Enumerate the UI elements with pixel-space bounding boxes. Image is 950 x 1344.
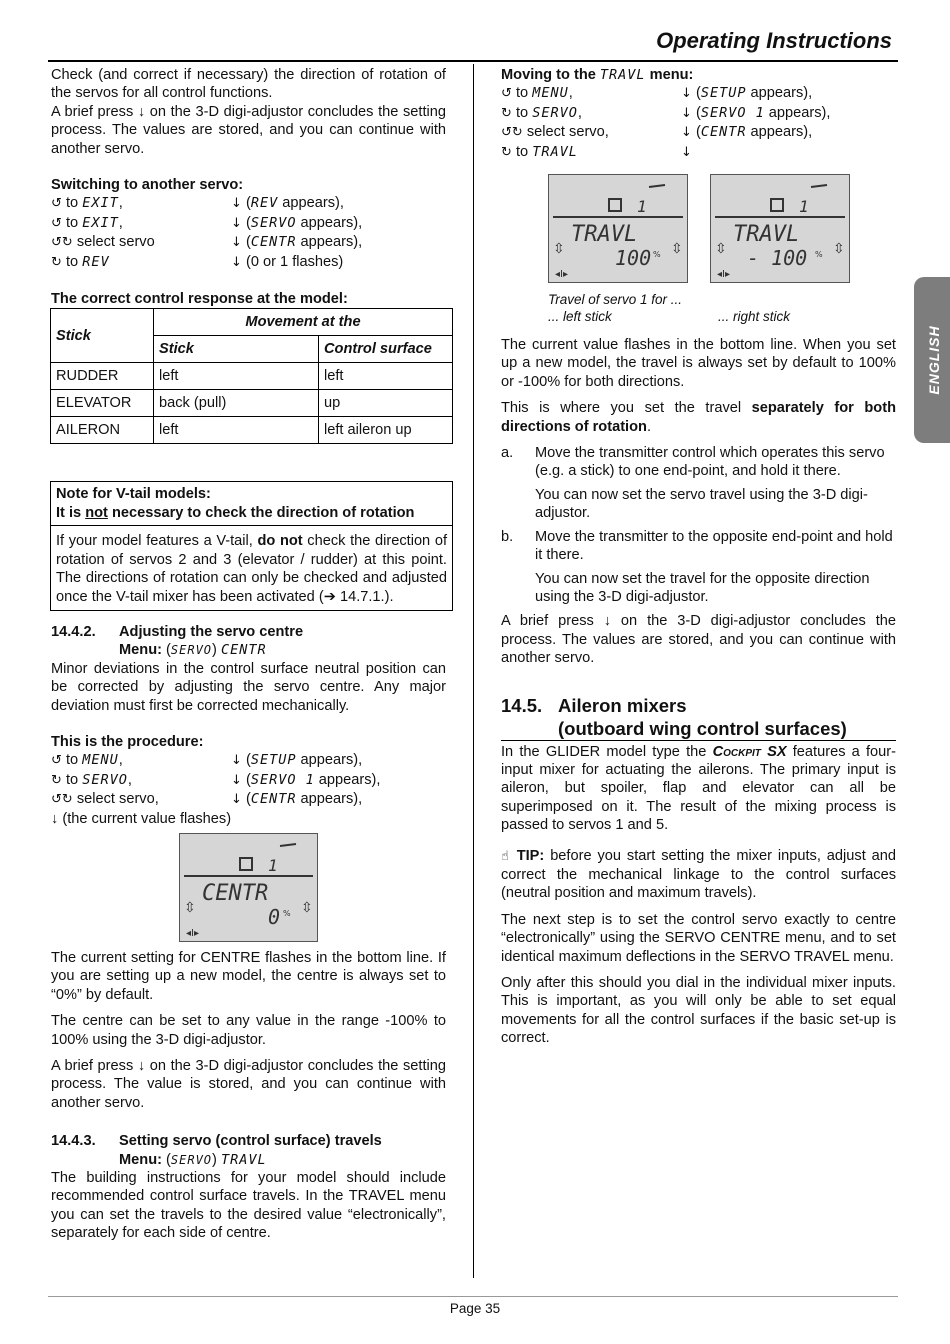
section-title-line-2: (outboard wing control surfaces) bbox=[558, 717, 847, 739]
lcd-word: MENU bbox=[82, 752, 119, 769]
tip-hand-icon: ☝ bbox=[501, 848, 511, 864]
note-body-post: check the direction of rotation of servos 2 and 3 (elevator / rudder) at this point. The directions of rotation can only be checked and adjusted once the V-tail mixer has been activated (➔ 14.7.1.). bbox=[56, 533, 447, 605]
travel-paragraph-2 bbox=[501, 399, 896, 436]
travel-step bbox=[501, 84, 896, 103]
section-heading bbox=[51, 1132, 446, 1150]
centre-paragraph-1: The current setting for CENTRE flashes in the bottom line. If you are setting up a new model, the centre is always set to “0%” by default. bbox=[51, 949, 446, 1003]
tip-paragraph bbox=[501, 847, 896, 903]
lcd-right-arrow-icon: ⇳ bbox=[833, 241, 845, 258]
menu-path: Menu: (SERVO) TRAVL bbox=[119, 1151, 267, 1168]
travel-list bbox=[501, 444, 896, 606]
travel-step bbox=[501, 104, 896, 123]
travel-paragraph-3: A brief press ↓ on the 3-D digi-adjustor concludes the process. The values are stored, and you can continue with another servo. bbox=[501, 613, 896, 667]
footer-rule bbox=[48, 1296, 898, 1297]
table-cell: back (pull) bbox=[154, 390, 319, 417]
aileron-p1-pre: In the GLIDER model type the bbox=[501, 743, 713, 760]
centre-step-last: ↓ (the current value flashes) bbox=[51, 810, 232, 827]
travel-p2-bold: separately for both directions of rotation bbox=[501, 400, 896, 435]
note-body-bold: do not bbox=[257, 533, 303, 550]
list-text-2: You can now set the travel for the opposite direction using the 3-D digi-adjustor. bbox=[535, 570, 870, 605]
vtail-note-heading bbox=[51, 482, 452, 526]
step-text: to bbox=[511, 104, 533, 121]
press-down-icon: ↓ bbox=[681, 144, 692, 160]
travel-step bbox=[501, 143, 896, 162]
step-tail: , bbox=[118, 214, 123, 231]
lcd-word: SERVO bbox=[170, 1152, 213, 1167]
lcd-left-arrow-icon: ⇳ bbox=[715, 241, 727, 258]
switch-step bbox=[51, 214, 446, 233]
rotate-cw-icon: ↻ bbox=[51, 772, 62, 788]
step-tail: appears), bbox=[764, 104, 831, 121]
lcd-selector-icon: ◂Ι▸ bbox=[186, 927, 199, 939]
step-tail: appears), bbox=[296, 234, 363, 251]
brief-press-paragraph: A brief press ↓ on the 3-D digi-adjustor concludes the setting process. The values are stored, and you can continue with another servo. bbox=[51, 103, 446, 157]
moving-post: menu: bbox=[645, 67, 694, 83]
step-text: select servo, bbox=[72, 791, 159, 808]
switch-step bbox=[51, 233, 446, 252]
section-number: 14.4.2. bbox=[51, 623, 96, 640]
lcd-word: EXIT bbox=[82, 214, 119, 231]
lcd-word: REV bbox=[250, 195, 279, 212]
lcd-word: MENU bbox=[532, 85, 569, 102]
section-heading bbox=[51, 623, 446, 641]
lcd-display-travel-left bbox=[548, 174, 688, 283]
table-header-surface: Control surface bbox=[319, 336, 453, 363]
travel-paragraph-1: The current value flashes in the bottom line. When you set up a new model, the travel is always set by default to 100% or -100% for both directions. bbox=[501, 337, 896, 390]
lcd-right-arrow-icon: ⇳ bbox=[301, 899, 313, 916]
right-column bbox=[501, 66, 896, 1048]
lcd-word: REV bbox=[82, 253, 110, 270]
rotate-cw-icon: ↻ bbox=[51, 254, 62, 270]
lcd-word: SERVO bbox=[532, 104, 578, 121]
step-tail: , bbox=[127, 771, 132, 788]
aileron-p1-post: features a four-input mixer for actuating the ailerons. The primary input is aileron, but spoiler, flap and elevator can all be superimposed on it. The result of the mixing process is passed to servos 1 and 5. bbox=[501, 743, 896, 834]
lcd-main-text: TRAVL bbox=[571, 222, 638, 248]
table-row bbox=[51, 390, 453, 417]
step-text: ( bbox=[241, 195, 251, 212]
step-text: to bbox=[511, 85, 533, 102]
rotate-ccw-icon: ↺ bbox=[501, 86, 512, 102]
step-text: ( bbox=[241, 214, 251, 231]
section-heading-145 bbox=[501, 694, 896, 741]
step-tail: , bbox=[568, 85, 573, 102]
step-text: select servo, bbox=[522, 124, 609, 141]
table-row bbox=[51, 363, 453, 390]
lcd-unit: % bbox=[653, 250, 661, 260]
note-body bbox=[56, 532, 447, 606]
tip-text: before you start setting the mixer inputs, adjust and correct the mechanical linkage to the control surfaces (neutral position and maximum travels). bbox=[501, 847, 897, 902]
step-text: ( bbox=[241, 791, 251, 808]
lcd-unit: % bbox=[283, 908, 291, 918]
lcd-word: SERVO bbox=[170, 643, 213, 658]
figure-caption bbox=[548, 291, 896, 325]
section-text: The building instructions for your model should include recommended control surface travels. In the TRAVEL menu you can set the travels to the desired value “electronically”, separately for each side of centre. bbox=[51, 1170, 446, 1242]
press-down-icon: ↓ bbox=[681, 105, 692, 121]
list-item bbox=[501, 528, 896, 607]
rotate-ccw-icon: ↺ bbox=[51, 196, 62, 212]
list-text: Move the transmitter control which operates this servo (e.g. a stick) to one end-point, and hold it there. bbox=[535, 445, 885, 480]
press-down-icon: ↓ bbox=[681, 86, 692, 102]
table-cell: left bbox=[319, 363, 453, 390]
aileron-paragraph-3: Only after this should you dial in the individual mixer inputs. This is important, as you will only be able to set equal movements for all the control surfaces if the basic set-up is correct. bbox=[501, 975, 896, 1047]
moving-pre: Moving to the bbox=[501, 67, 600, 83]
lcd-word: CENTR bbox=[250, 791, 297, 808]
column-divider bbox=[473, 64, 474, 1278]
press-down-icon: ↓ bbox=[231, 235, 242, 251]
centre-steps bbox=[51, 751, 446, 828]
caption-right: ... right stick bbox=[718, 309, 791, 325]
list-text: Move the transmitter to the opposite end-point and hold it there. bbox=[535, 528, 893, 564]
caption-line-1: Travel of servo 1 for ... bbox=[548, 292, 683, 308]
step-tail: appears), bbox=[296, 752, 363, 769]
step-text: to bbox=[61, 214, 83, 231]
note-subtitle-pre: It is bbox=[56, 504, 86, 521]
lcd-selector-icon: ◂Ι▸ bbox=[717, 269, 730, 281]
lcd-value: - 100 bbox=[747, 246, 808, 271]
lcd-word: CENTR bbox=[700, 124, 747, 141]
section-title-line-1: Aileron mixers bbox=[558, 694, 687, 716]
lcd-word: SETUP bbox=[250, 752, 297, 769]
press-down-icon: ↓ bbox=[231, 753, 242, 769]
control-response-table bbox=[50, 308, 453, 444]
menu-label: Menu: bbox=[119, 642, 162, 659]
rotate-ccw-icon: ↺ bbox=[51, 215, 62, 231]
section-number: 14.5. bbox=[501, 694, 543, 716]
aileron-paragraph-2: The next step is to set the control servo exactly to centre “electronically” using the SERVO CENTRE menu, and to set identical maximum deflections in the SERVO TRAVEL menu. bbox=[501, 911, 896, 965]
travel-lcd-figures bbox=[548, 174, 896, 283]
lcd-value: 0 bbox=[268, 904, 281, 929]
rotate-ccw-icon: ↺ bbox=[51, 753, 62, 769]
step-text: ( bbox=[691, 124, 701, 141]
step-tail: appears), bbox=[296, 791, 363, 808]
switch-steps bbox=[51, 194, 446, 272]
procedure-title: This is the procedure: bbox=[51, 733, 204, 750]
language-tab[interactable] bbox=[914, 277, 950, 443]
moving-title bbox=[501, 66, 896, 84]
note-subtitle-post: necessary to check the direction of rotation bbox=[107, 504, 415, 521]
section-145 bbox=[501, 694, 896, 1048]
lcd-word: SERVO 1 bbox=[250, 771, 315, 788]
rotate-both-icon: ↺↻ bbox=[51, 792, 73, 808]
lcd-word: CENTR bbox=[250, 234, 297, 251]
section-title: Setting servo (control surface) travels bbox=[119, 1133, 382, 1150]
step-tail: appears), bbox=[296, 214, 363, 231]
centre-step bbox=[51, 790, 446, 809]
press-down-icon: ↓ bbox=[231, 254, 242, 270]
step-text: ( bbox=[691, 104, 701, 121]
tip-label: TIP: bbox=[516, 847, 545, 864]
aileron-paragraph-1 bbox=[501, 743, 896, 835]
switch-step bbox=[51, 194, 446, 213]
step-text: to bbox=[61, 253, 83, 270]
step-tail: appears), bbox=[314, 771, 381, 788]
step-text: to bbox=[61, 752, 83, 769]
table-header-stick: Stick bbox=[51, 309, 154, 363]
list-item bbox=[501, 444, 896, 523]
table-cell: left bbox=[154, 363, 319, 390]
table-cell: RUDDER bbox=[51, 363, 154, 390]
step-text: to bbox=[61, 771, 83, 788]
step-tail: appears), bbox=[746, 124, 813, 141]
caption-line-2 bbox=[548, 308, 896, 325]
lcd-word: SETUP bbox=[700, 85, 747, 102]
note-subtitle-underline: not bbox=[85, 504, 108, 521]
section-text: Minor deviations in the control surface neutral position can be corrected by adjusting the servo centre. Any major deviation must first be corrected mechanically. bbox=[51, 660, 446, 714]
step-text: ( bbox=[691, 85, 701, 102]
travel-p2-post: . bbox=[646, 418, 651, 435]
lcd-left-arrow-icon: ⇳ bbox=[553, 241, 565, 258]
centre-paragraph-2: The centre can be set to any value in the range -100% to 100% using the 3-D digi-adjustor. bbox=[51, 1013, 446, 1048]
vtail-note-box bbox=[50, 481, 453, 610]
lcd-right-arrow-icon: ⇳ bbox=[671, 241, 683, 258]
list-marker: a. bbox=[501, 445, 514, 462]
lcd-word: TRAVL bbox=[599, 67, 646, 83]
lcd-word: TRAVL bbox=[532, 143, 578, 160]
press-down-icon: ↓ bbox=[231, 772, 242, 788]
step-tail: , bbox=[118, 195, 123, 212]
lcd-left-arrow-icon: ⇳ bbox=[184, 899, 196, 916]
section-1443 bbox=[51, 1132, 446, 1242]
page-number: Page 35 bbox=[449, 1301, 501, 1316]
travel-steps bbox=[501, 84, 896, 162]
lcd-value: 100 bbox=[615, 246, 652, 271]
step-tail: , bbox=[118, 752, 123, 769]
table-cell: left aileron up bbox=[319, 417, 453, 444]
lcd-word: SERVO bbox=[82, 771, 128, 788]
step-text: ( bbox=[241, 771, 251, 788]
note-title: Note for V-tail models: bbox=[56, 486, 211, 503]
step-text: ( bbox=[241, 234, 251, 251]
menu-label: Menu: bbox=[119, 1151, 162, 1168]
centre-lcd-figure bbox=[51, 833, 446, 942]
lcd-main-text: TRAVL bbox=[733, 222, 800, 248]
response-title: The correct control response at the model: bbox=[51, 291, 348, 308]
travel-p2-pre: This is where you set the travel bbox=[501, 400, 752, 417]
step-tail: , bbox=[577, 104, 582, 121]
lcd-top-digit: 1 bbox=[799, 197, 809, 217]
centre-step bbox=[51, 751, 446, 770]
press-down-icon: ↓ bbox=[681, 125, 692, 141]
table-row bbox=[51, 417, 453, 444]
press-down-icon: ↓ bbox=[231, 792, 242, 808]
step-text: select servo bbox=[72, 234, 155, 251]
section-number: 14.4.3. bbox=[51, 1133, 96, 1150]
lcd-selector-icon: ◂Ι▸ bbox=[555, 269, 568, 281]
lcd-main-text: CENTR bbox=[202, 880, 269, 906]
table-header-stick2: Stick bbox=[154, 336, 319, 363]
switch-step bbox=[51, 253, 446, 272]
table-cell: left bbox=[154, 417, 319, 444]
list-marker: b. bbox=[501, 528, 514, 545]
press-down-icon: ↓ bbox=[231, 196, 242, 212]
page-header bbox=[48, 24, 898, 62]
section-1442 bbox=[51, 623, 446, 1112]
switch-title: Switching to another servo: bbox=[51, 177, 244, 194]
centre-paragraph-3: A brief press ↓ on the 3-D digi-adjustor concludes the setting process. The value is stored, and you can continue with another servo. bbox=[51, 1058, 446, 1111]
lcd-word: EXIT bbox=[82, 195, 119, 212]
caption-left: ... left stick bbox=[548, 309, 612, 325]
lcd-top-digit: 1 bbox=[637, 197, 647, 217]
lcd-word: SERVO bbox=[250, 214, 297, 231]
note-body-pre: If your model features a V-tail, bbox=[56, 533, 258, 550]
table-header-movement: Movement at the bbox=[154, 309, 453, 336]
lcd-display-travel-right bbox=[710, 174, 850, 283]
rotate-cw-icon: ↻ bbox=[501, 105, 512, 121]
step-text: to bbox=[61, 195, 83, 212]
step-text: ( bbox=[241, 752, 251, 769]
travel-step bbox=[501, 123, 896, 142]
lcd-word: CENTR bbox=[220, 642, 267, 659]
table-cell: up bbox=[319, 390, 453, 417]
press-down-icon: ↓ bbox=[231, 215, 242, 231]
table-cell: ELEVATOR bbox=[51, 390, 154, 417]
list-text-2: You can now set the servo travel using the 3-D digi-adjustor. bbox=[535, 486, 868, 522]
lcd-word: SERVO 1 bbox=[700, 104, 765, 121]
menu-path: Menu: (SERVO) CENTR bbox=[119, 642, 267, 659]
rotate-both-icon: ↺↻ bbox=[501, 125, 523, 141]
rotate-both-icon: ↺↻ bbox=[51, 235, 73, 251]
intro-paragraph: Check (and correct if necessary) the direction of rotation of the servos for all control functions. bbox=[51, 67, 446, 102]
language-tab-label: ENGLISH bbox=[926, 325, 942, 395]
lcd-top-digit: 1 bbox=[268, 855, 278, 875]
step-text: to bbox=[511, 143, 533, 160]
centre-step bbox=[51, 771, 446, 790]
lcd-display-centre bbox=[179, 833, 318, 942]
section-title: Adjusting the servo centre bbox=[119, 623, 304, 640]
step-tail: appears), bbox=[278, 195, 344, 212]
left-column bbox=[51, 66, 446, 1243]
lcd-word: TRAVL bbox=[220, 1151, 267, 1168]
step-tail: appears), bbox=[746, 85, 813, 102]
table-cell: AILERON bbox=[51, 417, 154, 444]
lcd-unit: % bbox=[815, 250, 823, 260]
note-subtitle bbox=[56, 504, 447, 522]
brand-name: Cockpit SX bbox=[712, 743, 787, 760]
step-text: (0 or 1 flashes) bbox=[241, 253, 344, 270]
rotate-cw-icon: ↻ bbox=[501, 144, 512, 160]
page-title: Operating Instructions bbox=[656, 28, 892, 53]
